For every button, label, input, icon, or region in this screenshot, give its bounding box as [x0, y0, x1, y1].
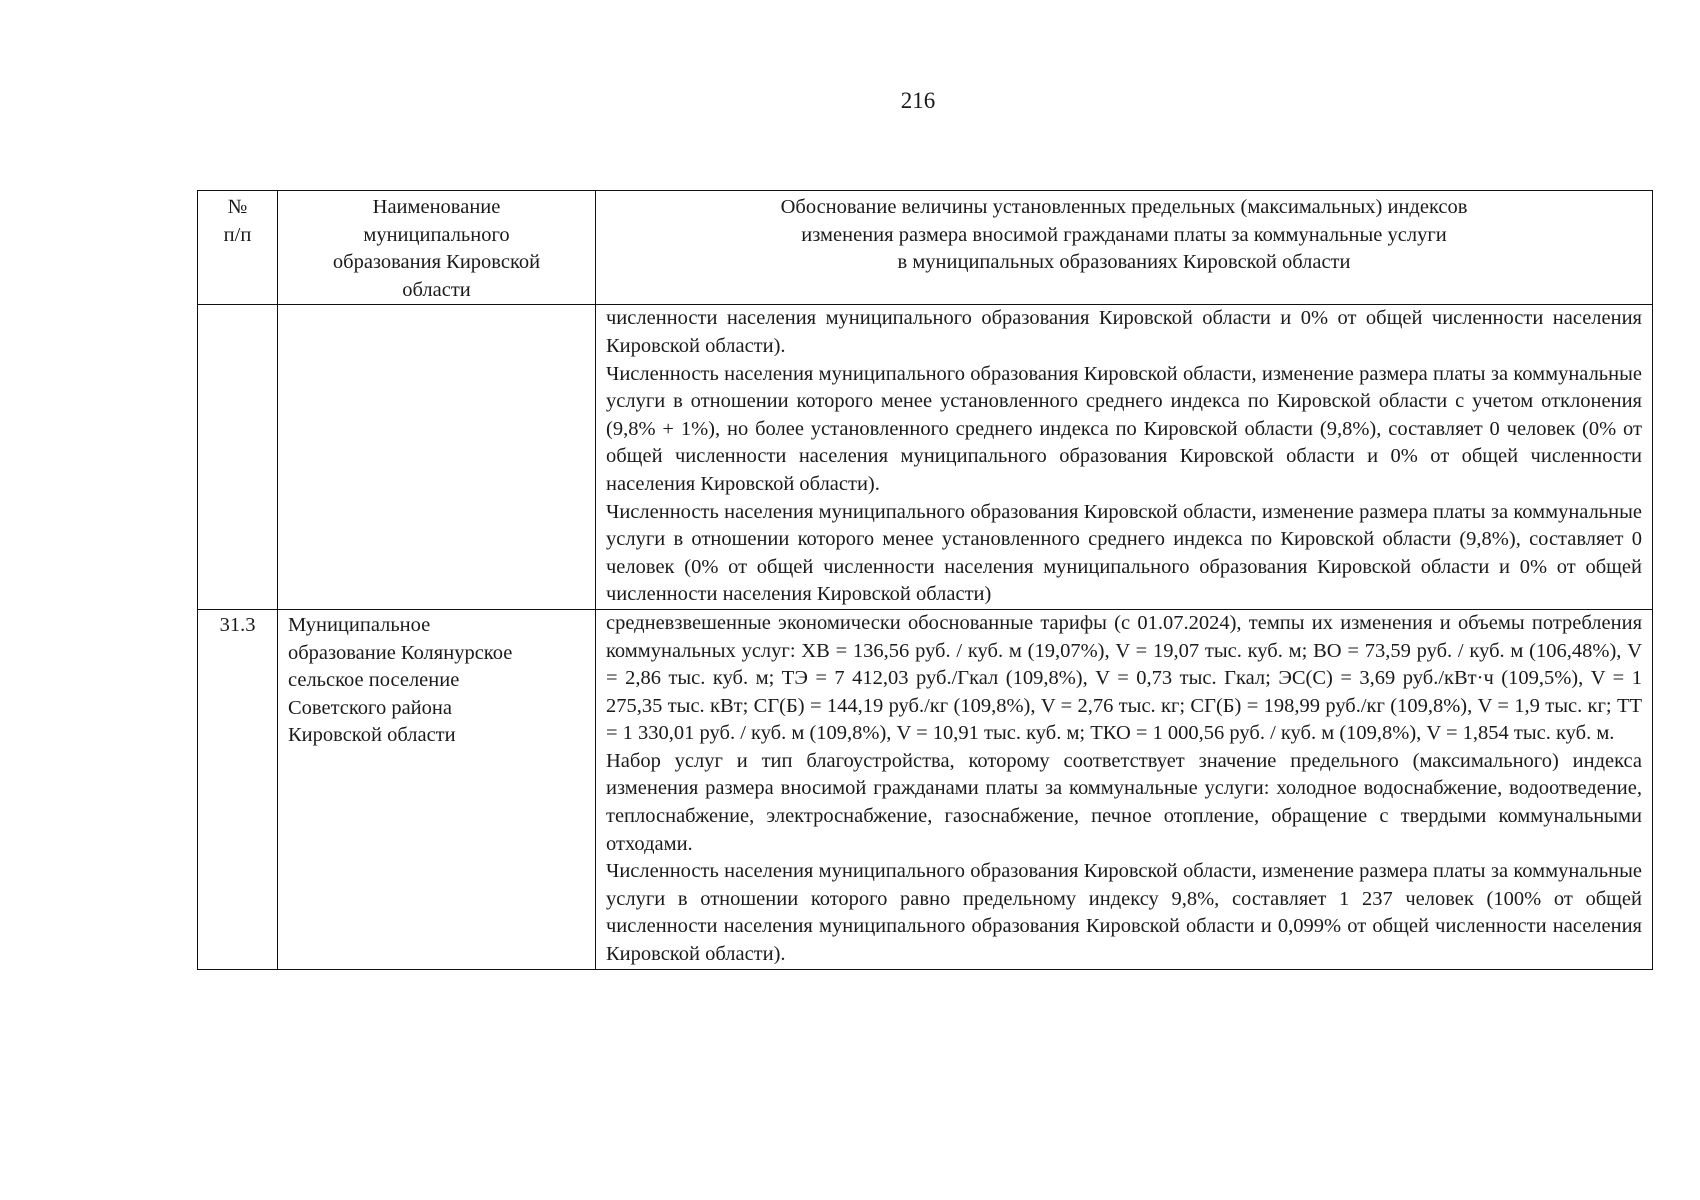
municipality-name-line: Кировской области [288, 724, 456, 747]
justification-paragraph: Численность населения муниципального образования Кировской области, изменение размера платы за коммунальные услуги в отношении которого менее установленного среднего индекса по Кировской области (9,8%), составляет 0 человек (0% от общей численности населения муниципального образования Кировской области и 0% от общей численности населения Кировской области) [606, 500, 1642, 606]
municipality-name-line: Советского района [288, 696, 452, 719]
justification-paragraph: Набор услуг и тип благоустройства, которому соответствует значение предельного (максимального) индекса изменения размера вносимой гражданами платы за коммунальные услуги: холодное водоснабжение, водоотведение, теплоснабжение, электроснабжение, газоснабжение, печное отопление, обращение с твердыми коммунальными отходами. [606, 749, 1642, 855]
header-justification-line: изменения размера вносимой гражданами платы за коммунальные услуги [801, 223, 1447, 246]
header-name-line: области [402, 278, 471, 301]
row-municipality-name [278, 305, 596, 610]
table-row [198, 305, 1653, 610]
justification-table [197, 190, 1653, 970]
header-municipality-name [278, 191, 596, 305]
municipality-name-line: сельское поселение [288, 669, 460, 692]
justification-paragraph: Численность населения муниципального образования Кировской области, изменение размера платы за коммунальные услуги в отношении которого равно предельному индексу 9,8%, составляет 1 237 человек (100% от общей численности населения муниципального образования Кировской области и 0,099% от общей численности населения Кировской области). [606, 860, 1642, 966]
table-row [198, 609, 1653, 969]
row-number: 31.3 [198, 609, 278, 969]
table-header-row [198, 191, 1653, 305]
row-justification [596, 305, 1653, 610]
header-name-line: образования Кировской [332, 251, 541, 274]
municipality-name-line: образование Колянурское [288, 641, 513, 664]
header-justification-line: Обоснование величины установленных предельных (максимальных) индексов [780, 196, 1468, 218]
header-justification-line: в муниципальных образованиях Кировской области [897, 251, 1351, 274]
row-number [198, 305, 278, 610]
row-municipality-name [278, 609, 596, 969]
header-justification [596, 191, 1653, 305]
header-name-line: муниципального [363, 223, 510, 246]
header-number-line: № [227, 196, 248, 218]
page-number: 216 [900, 88, 936, 113]
row-justification [596, 609, 1653, 969]
header-number-line: п/п [223, 223, 252, 246]
header-number [198, 191, 278, 305]
header-name-line: Наименование [372, 196, 501, 218]
municipality-name-line: Муниципальное [288, 613, 431, 636]
justification-paragraph: средневзвешенные экономически обоснованные тарифы (с 01.07.2024), темпы их изменения и объемы потребления коммунальных услуг: ХВ = 136,56 руб. / куб. м (19,07%), V = 19,07 тыс. куб. м; ВО = 73,59 руб. / куб. м (106,48%), V = 2,86 тыс. куб. м; ТЭ = 7 412,03 руб./Гкал (109,8%), V = 0,73 тыс. Гкал; ЭС(С) = 3,69 руб./кВт·ч (109,5%), V = 1 275,35 тыс. кВт; СГ(Б) = 144,19 руб./кг (109,8%), V = 2,76 тыс. кг; СГ(Б) = 198,99 руб./кг (109,8%), V = 1,9 тыс. кг; ТТ = 1 330,01 руб. / куб. м (109,8%), V = 10,91 тыс. куб. м; ТКО = 1 000,56 руб. / куб. м (109,8%), V = 1,854 тыс. куб. м. [606, 611, 1642, 745]
justification-paragraph: Численность населения муниципального образования Кировской области, изменение размера платы за коммунальные услуги в отношении которого менее установленного среднего индекса по Кировской области с учетом отклонения (9,8% + 1%), но более установленного среднего индекса по Кировской области (9,8%), составляет 0 человек (0% от общей численности населения муниципального образования Кировской области и 0% от общей численности населения Кировской области). [606, 362, 1642, 495]
justification-paragraph: численности населения муниципального образования Кировской области и 0% от общей численности населения Кировской области). [606, 307, 1642, 357]
